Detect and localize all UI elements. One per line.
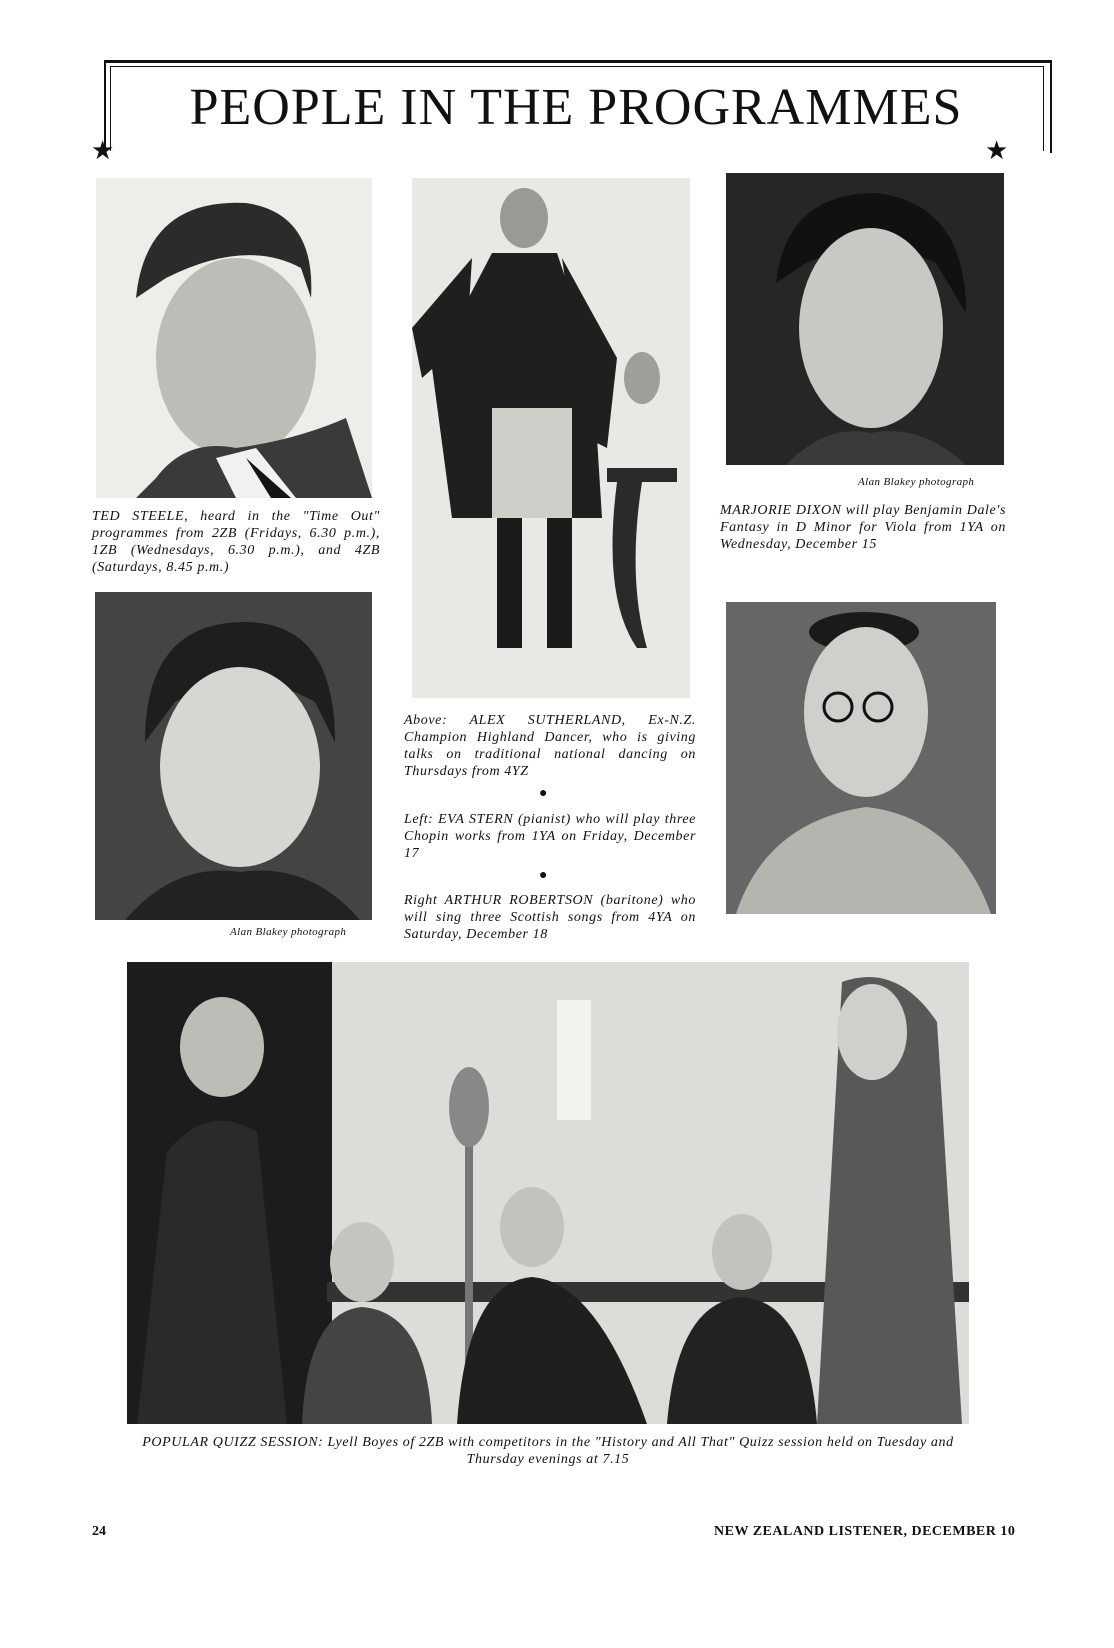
caption-marjorie-dixon: MARJORIE DIXON will play Benjamin Dale's Fantasy in D Minor for Viola from 1YA on Wednesday, December 15 [720,503,1006,552]
photo-arthur-robertson [726,602,996,914]
page-number: 24 [92,1524,106,1539]
caption-alex-sutherland: Above: ALEX SUTHERLAND, Ex-N.Z. Champion Highland Dancer, who is giving talks on traditional national dancing on Thursdays from 4YZ [404,713,696,779]
caption-ted-steele: TED STEELE, heard in the "Time Out" programmes from 2ZB (Fridays, 6.30 p.m.), 1ZB (Wednesdays, 6.30 p.m.), and 4ZB (Saturdays, 8.45 p.m.) [92,509,380,575]
photo-ted-steele [96,178,372,498]
caption-eva-stern: Left: EVA STERN (pianist) who will play three Chopin works from 1YA on Friday, December 17 [404,812,696,861]
star-icon: ★ [91,136,115,165]
page-title: PEOPLE IN THE PROGRAMMES [189,79,963,136]
photo-marjorie-dixon [726,173,1004,465]
caption-quiz-session: POPULAR QUIZZ SESSION: Lyell Boyes of 2ZB with competitors in the "History and All That" Quizz session held on Tuesday and Thursday evenings at 7.15 [142,1435,954,1467]
photo-quiz-session [127,962,969,1424]
caption-arthur-robertson: Right ARTHUR ROBERTSON (baritone) who will sing three Scottish songs from 4YA on Saturday, December 18 [404,893,696,942]
credit-eva-stern: Alan Blakey photograph [230,926,347,938]
star-icon: ★ [985,136,1009,165]
photo-eva-stern [95,592,372,920]
publication-line: NEW ZEALAND LISTENER, DECEMBER 10 [714,1524,1016,1539]
photo-alex-sutherland [412,178,690,698]
bullet-separator: ● [539,786,548,801]
credit-marjorie-dixon: Alan Blakey photograph [858,476,975,488]
bullet-separator: ● [539,868,548,883]
